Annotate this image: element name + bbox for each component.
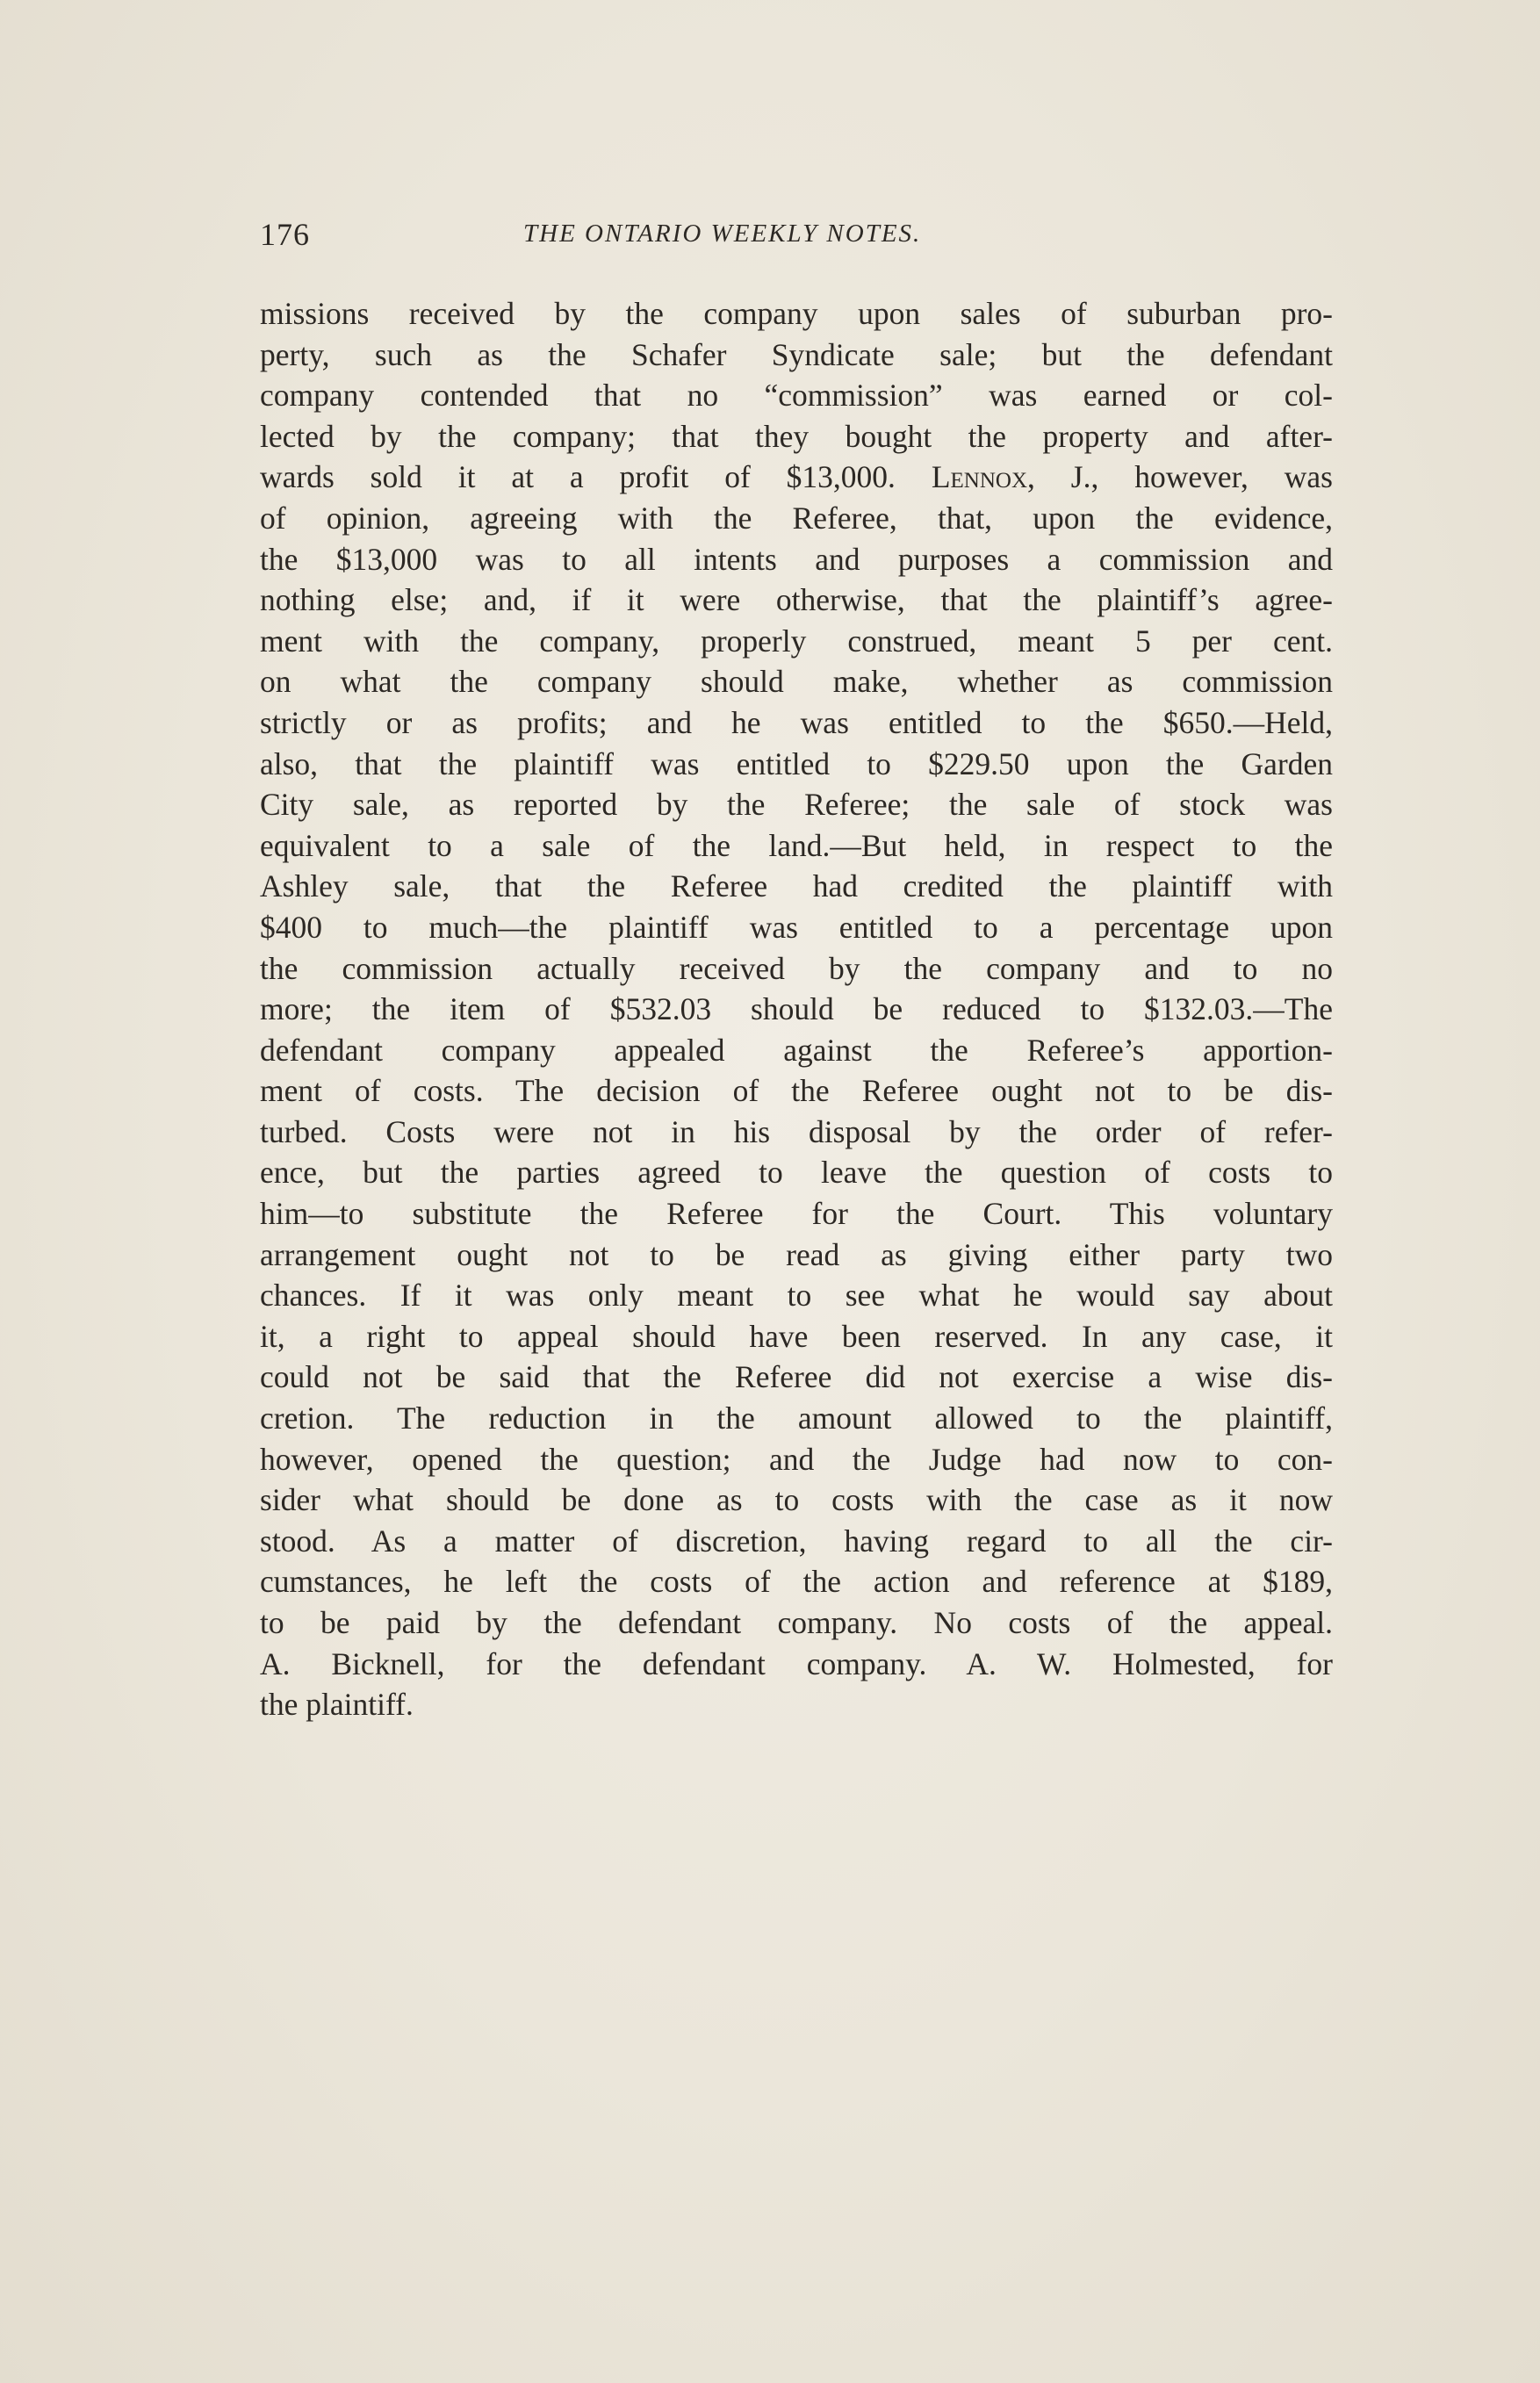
text-line-content: company contended that no “commission” was earned or col- bbox=[260, 378, 1333, 414]
text-line bbox=[260, 661, 1333, 702]
text-line-content: turbed. Costs were not in his disposal by the order of refer- bbox=[260, 1113, 1333, 1149]
text-line-content: on what the company should make, whether as commission bbox=[260, 664, 1333, 700]
text-line-content: arrangement ought not to be read as giving either party two bbox=[260, 1236, 1333, 1272]
text-line-content: also, that the plaintiff was entitled to $229.50 upon the Garden bbox=[260, 745, 1333, 781]
text-line-content: the $13,000 was to all intents and purposes a commission and bbox=[260, 541, 1333, 577]
text-line bbox=[260, 335, 1333, 376]
text-line-content: equivalent to a sale of the land.—But held, in respect to the bbox=[260, 827, 1333, 863]
text-line bbox=[260, 1152, 1333, 1193]
text-line-content: cumstances, he left the costs of the action and reference at $189, bbox=[260, 1564, 1333, 1600]
text-line bbox=[260, 1602, 1333, 1644]
text-line bbox=[260, 1398, 1333, 1439]
text-line-content: chances. If it was only meant to see what he would say about bbox=[260, 1278, 1333, 1314]
text-line-content: however, opened the question; and the Judge had now to con- bbox=[260, 1441, 1333, 1477]
text-line bbox=[260, 539, 1333, 580]
text-line-content: him—to substitute the Referee for the Court. This voluntary bbox=[260, 1196, 1333, 1232]
text-line bbox=[260, 784, 1333, 825]
text-line bbox=[260, 1316, 1333, 1357]
text-line bbox=[260, 1070, 1333, 1112]
text-line bbox=[260, 1112, 1333, 1153]
text-line bbox=[260, 1357, 1333, 1398]
page-number: 176 bbox=[260, 217, 310, 252]
text-line-content: $400 to much—the plaintiff was entitled to a percentage upon bbox=[260, 909, 1333, 945]
text-line bbox=[260, 907, 1333, 948]
journal-title: THE ONTARIO WEEKLY NOTES. bbox=[523, 220, 922, 248]
text-line bbox=[260, 948, 1333, 990]
text-line bbox=[260, 457, 1333, 498]
text-line bbox=[260, 1439, 1333, 1480]
text-line bbox=[260, 702, 1333, 744]
text-line bbox=[260, 1561, 1333, 1602]
text-line bbox=[260, 1479, 1333, 1521]
text-line-content: City sale, as reported by the Referee; the sale of stock was bbox=[260, 787, 1333, 823]
text-line-content: perty, such as the Schafer Syndicate sale; but the defendant bbox=[260, 336, 1333, 372]
text-line-content: A. Bicknell, for the defendant company. A. W. Holmested, for bbox=[260, 1645, 1333, 1681]
text-line bbox=[260, 744, 1333, 785]
text-line-content: nothing else; and, if it were otherwise, that the plaintiff’s agree- bbox=[260, 582, 1333, 618]
text-line bbox=[260, 825, 1333, 867]
text-line-content: lected by the company; that they bought the property and after- bbox=[260, 418, 1333, 454]
text-line-content: however, was bbox=[1134, 459, 1333, 495]
text-line-content: it, a right to appeal should have been reserved. In any case, it bbox=[260, 1318, 1333, 1354]
text-line bbox=[260, 989, 1333, 1030]
text-line bbox=[260, 621, 1333, 662]
text-line bbox=[260, 293, 1333, 335]
text-line-content: Ashley sale, that the Referee had credited the plaintiff with bbox=[260, 868, 1333, 904]
text-line-content: wards sold it at a profit of $13,000. bbox=[260, 459, 896, 495]
text-line bbox=[260, 866, 1333, 907]
text-line-content: cretion. The reduction in the amount allowed to the plaintiff, bbox=[260, 1400, 1333, 1436]
text-line-content: ence, but the parties agreed to leave the question of costs to bbox=[260, 1155, 1333, 1191]
text-line bbox=[260, 1030, 1333, 1071]
text-line-content: of opinion, agreeing with the Referee, that, upon the evidence, bbox=[260, 500, 1333, 536]
text-line bbox=[260, 1235, 1333, 1276]
text-line bbox=[260, 580, 1333, 621]
text-line bbox=[260, 375, 1333, 416]
text-line-content: ment of costs. The decision of the Referee ought not to be dis- bbox=[260, 1073, 1333, 1109]
text-line-content: the plaintiff. bbox=[260, 1687, 414, 1723]
judge-name: Lennox, J., bbox=[931, 459, 1099, 495]
text-line-content: stood. As a matter of discretion, having regard to all the cir- bbox=[260, 1523, 1333, 1559]
text-line bbox=[260, 1684, 1333, 1725]
text-line bbox=[260, 1193, 1333, 1235]
text-line-content: to be paid by the defendant company. No costs of the appeal. bbox=[260, 1605, 1333, 1640]
text-line-content: strictly or as profits; and he was entitled to the $650.—Held, bbox=[260, 704, 1333, 740]
text-line bbox=[260, 1275, 1333, 1316]
text-line-content: the commission actually received by the company and to no bbox=[260, 950, 1333, 986]
text-line-content: could not be said that the Referee did not exercise a wise dis- bbox=[260, 1359, 1333, 1395]
text-line-content: sider what should be done as to costs with the case as it now bbox=[260, 1482, 1333, 1518]
text-line-content: missions received by the company upon sales of suburban pro- bbox=[260, 296, 1333, 331]
text-line bbox=[260, 416, 1333, 457]
text-line bbox=[260, 498, 1333, 539]
text-line-content: more; the item of $532.03 should be reduced to $132.03.—The bbox=[260, 991, 1333, 1027]
text-line-content: ment with the company, properly construed, meant 5 per cent. bbox=[260, 623, 1333, 659]
running-head bbox=[260, 216, 1331, 258]
text-line-content: defendant company appealed against the Referee’s apportion- bbox=[260, 1032, 1333, 1068]
text-line bbox=[260, 1644, 1333, 1685]
body-paragraph bbox=[260, 293, 1333, 1725]
text-line bbox=[260, 1521, 1333, 1562]
